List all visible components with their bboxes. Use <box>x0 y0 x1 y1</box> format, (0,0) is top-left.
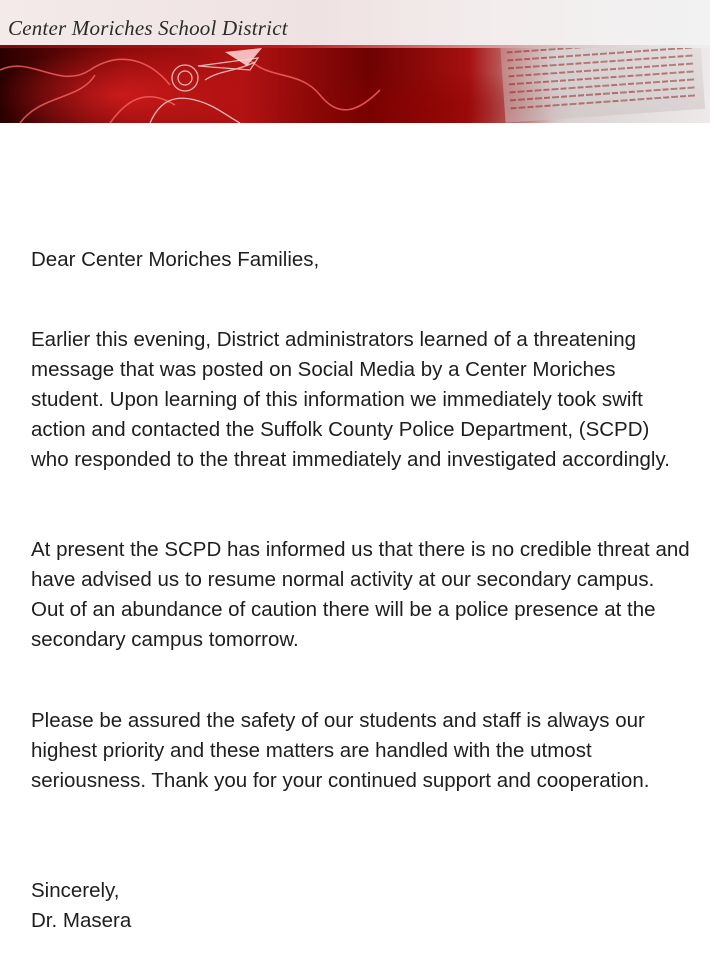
letter-paragraph: At present the SCPD has informed us that there is no credible threat and have advised us to resume normal activity at our secondary campus. Out of an abundance of caution there will be a police presence at the secondary campus tomorrow. <box>31 538 690 651</box>
district-name: Center Moriches School District <box>8 16 288 40</box>
letter-signature: Dr. Masera <box>31 909 132 932</box>
letter-paragraph: Earlier this evening, District administrators learned of a threatening message that was posted on Social Media by a Center Moriches student. Upon learning of this information we immediately took swift action and contacted the Suffolk County Police Department, (SCPD) who responded to the threat immediately and investigated accordingly. <box>31 328 670 471</box>
letter-salutation: Dear Center Moriches Families, <box>31 248 320 271</box>
district-banner <box>0 0 710 123</box>
letter-paragraph: Please be assured the safety of our students and staff is always our highest priority and these matters are handled with the utmost seriousness. Thank you for your continued support and cooperation. <box>31 709 650 792</box>
letter-closing: Sincerely, <box>31 879 120 902</box>
